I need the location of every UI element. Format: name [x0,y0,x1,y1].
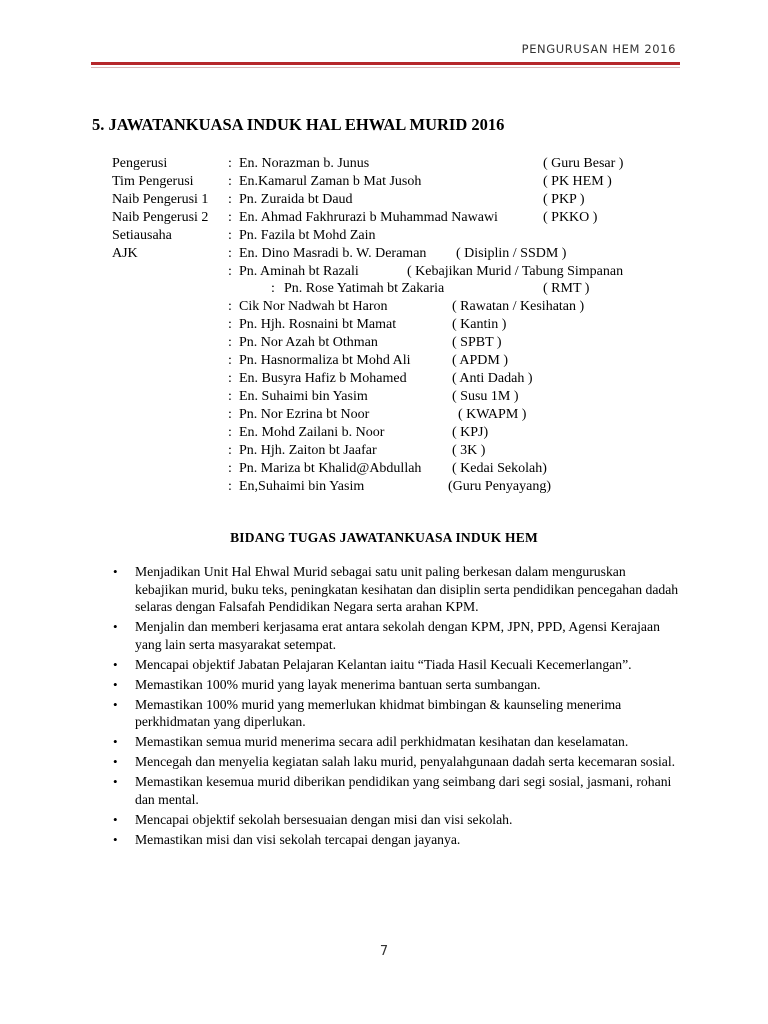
committee-member-name: Pn. Nor Azah bt Othman [239,335,378,350]
section-title: BIDANG TUGAS JAWATANKUASA INDUK HEM [230,530,538,545]
committee-colon: : [228,264,232,279]
committee-member-name: En. Suhaimi bin Yasim [239,389,368,404]
committee-member-name: Pn. Rose Yatimah bt Zakaria [284,281,445,296]
duty-item [113,676,680,694]
committee-duty: ( Kedai Sekolah) [452,461,547,476]
bullet-icon: • [113,734,118,749]
document-title: 5. JAWATANKUASA INDUK HAL EHWAL MURID 2016 [92,115,505,134]
committee-duty: ( SPBT ) [452,335,502,350]
committee-duty: ( Kantin ) [452,317,507,332]
committee-row [0,407,768,425]
committee-member-name: Pn. Hjh. Rosnaini bt Mamat [239,317,397,332]
committee-colon: : [228,479,232,494]
duty-item [113,773,680,808]
committee-member-name: En. Norazman b. Junus [239,156,370,171]
committee-colon: : [228,210,232,225]
duty-item [113,656,680,674]
committee-row [0,156,768,174]
committee-role: Pengerusi [112,156,168,171]
committee-duty: ( Disiplin / SSDM ) [456,246,567,261]
committee-row [0,353,768,371]
committee-colon: : [228,461,232,476]
duty-text: Memastikan misi dan visi sekolah tercapai dengan jayanya. [135,831,461,847]
duty-text: Memastikan 100% murid yang layak menerima bantuan serta sumbangan. [135,676,541,692]
committee-duty: (Guru Penyayang) [448,479,552,494]
committee-colon: : [228,443,232,458]
committee-duty: ( Rawatan / Kesihatan ) [452,299,585,314]
committee-row [0,317,768,335]
duty-text: Menjadikan Unit Hal Ehwal Murid sebagai satu unit paling berkesan dalam menguruskan kebajikan murid, buku teks, peningkatan kesihatan dan disiplin serta pendidikan pencegahan dadah selaras dengan Falsafah Pendidikan Negara serta arahan KPM. [135,564,679,614]
committee-row [0,335,768,353]
duty-text: Memastikan kesemua murid diberikan pendidikan yang seimbang dari segi sosial, jasmani, rohani dan mental. [135,774,672,807]
committee-colon: : [228,246,232,261]
committee-colon: : [228,389,232,404]
committee-duty: ( KPJ) [452,425,489,440]
bullet-icon: • [113,831,118,847]
committee-member-name: En.Kamarul Zaman b Mat Jusoh [239,174,422,189]
committee-row [0,371,768,389]
committee-row [0,389,768,407]
duty-text: Mencapai objektif Jabatan Pelajaran Kelantan iaitu “Tiada Hasil Kecuali Kecemerlangan”. [135,656,632,672]
duty-text: Memastikan 100% murid yang memerlukan khidmat bimbingan & kaunseling menerima perkhidmatan yang diperlukan. [135,696,622,729]
bullet-icon: • [113,696,118,712]
committee-colon: : [228,407,232,422]
committee-colon: : [228,228,232,243]
committee-member-name: Pn. Hjh. Zaiton bt Jaafar [239,443,377,458]
committee-member-name: Cik Nor Nadwah bt Haron [239,299,388,314]
committee-duty: ( APDM ) [452,353,509,368]
committee-duty: ( Susu 1M ) [452,389,519,404]
committee-duty: ( 3K ) [452,443,486,458]
committee-duty: ( RMT ) [543,281,590,296]
committee-colon: : [228,425,232,440]
committee-member-name: En. Mohd Zailani b. Noor [239,425,385,440]
committee-member-name: Pn. Mariza bt Khalid@Abdullah [239,461,422,476]
bullet-icon: • [113,656,118,672]
duty-item [113,811,680,829]
duty-text: Menjalin dan memberi kerjasama erat antara sekolah dengan KPM, JPN, PPD, Agensi Kerajaan yang lain serta masyarakat setempat. [135,619,660,652]
header-rule-thin [91,67,680,68]
committee-duty: ( PK HEM ) [543,174,612,189]
bullet-icon: • [113,774,118,789]
duty-item [113,831,680,849]
duty-item [113,753,680,771]
committee-colon: : [228,371,232,386]
committee-colon: : [228,174,232,189]
committee-role: Setiausaha [112,228,172,243]
bullet-icon: • [113,676,118,692]
committee-colon: : [228,317,232,332]
bullet-icon: • [113,564,118,579]
committee-colon: : [228,156,232,171]
committee-row [0,246,768,264]
committee-role: Naib Pengerusi 1 [112,192,209,207]
header-rule [91,62,680,65]
duty-item [113,733,680,751]
committee-row [0,281,768,299]
committee-duty: ( Anti Dadah ) [452,371,533,386]
bullet-icon: • [113,619,118,634]
committee-member-name: En,Suhaimi bin Yasim [239,479,365,494]
committee-row [0,425,768,443]
committee-duty: ( KWAPM ) [458,407,527,422]
committee-row [0,264,768,282]
committee-colon: : [228,192,232,207]
committee-colon: : [271,281,275,296]
duty-text: Mencegah dan menyelia kegiatan salah laku murid, penyalahgunaan dadah serta kecemaran sosial. [135,754,676,769]
committee-colon: : [228,353,232,368]
committee-row [0,299,768,317]
bullet-icon: • [113,754,118,769]
committee-row [0,228,768,246]
duty-text: Memastikan semua murid menerima secara adil perkhidmatan kesihatan dan keselamatan. [135,734,629,749]
committee-member-name: Pn. Zuraida bt Daud [239,192,353,207]
header-text: PENGURUSAN HEM 2016 [521,42,676,56]
committee-member-name: Pn. Nor Ezrina bt Noor [239,407,370,422]
page-number: 7 [379,944,389,959]
committee-row [0,174,768,192]
committee-member-name: En. Busyra Hafiz b Mohamed [239,371,407,386]
duty-item [113,618,680,653]
duties-list [113,563,680,851]
committee-row [0,443,768,461]
committee-duty: ( PKP ) [543,192,585,207]
committee-row [0,210,768,228]
committee-row [0,461,768,479]
committee-duty: ( Kebajikan Murid / Tabung Simpanan [407,264,624,279]
committee-colon: : [228,335,232,350]
duty-item [113,696,680,731]
committee-member-name: Pn. Hasnormaliza bt Mohd Ali [239,353,411,368]
committee-colon: : [228,299,232,314]
committee-member-name: En. Ahmad Fakhrurazi b Muhammad Nawawi [239,210,498,225]
committee-role: AJK [112,246,138,261]
committee-row [0,192,768,210]
committee-role: Tim Pengerusi [112,174,194,189]
committee-role: Naib Pengerusi 2 [112,210,209,225]
committee-row [0,479,768,497]
committee-member-name: Pn. Fazila bt Mohd Zain [239,228,376,243]
committee-duty: ( Guru Besar ) [543,156,624,171]
committee-duty: ( PKKO ) [543,210,598,225]
committee-member-name: En. Dino Masradi b. W. Deraman [239,246,427,261]
duty-item [113,563,680,616]
duty-text: Mencapai objektif sekolah bersesuaian dengan misi dan visi sekolah. [135,811,513,827]
committee-member-name: Pn. Aminah bt Razali [239,264,359,279]
bullet-icon: • [113,811,118,827]
